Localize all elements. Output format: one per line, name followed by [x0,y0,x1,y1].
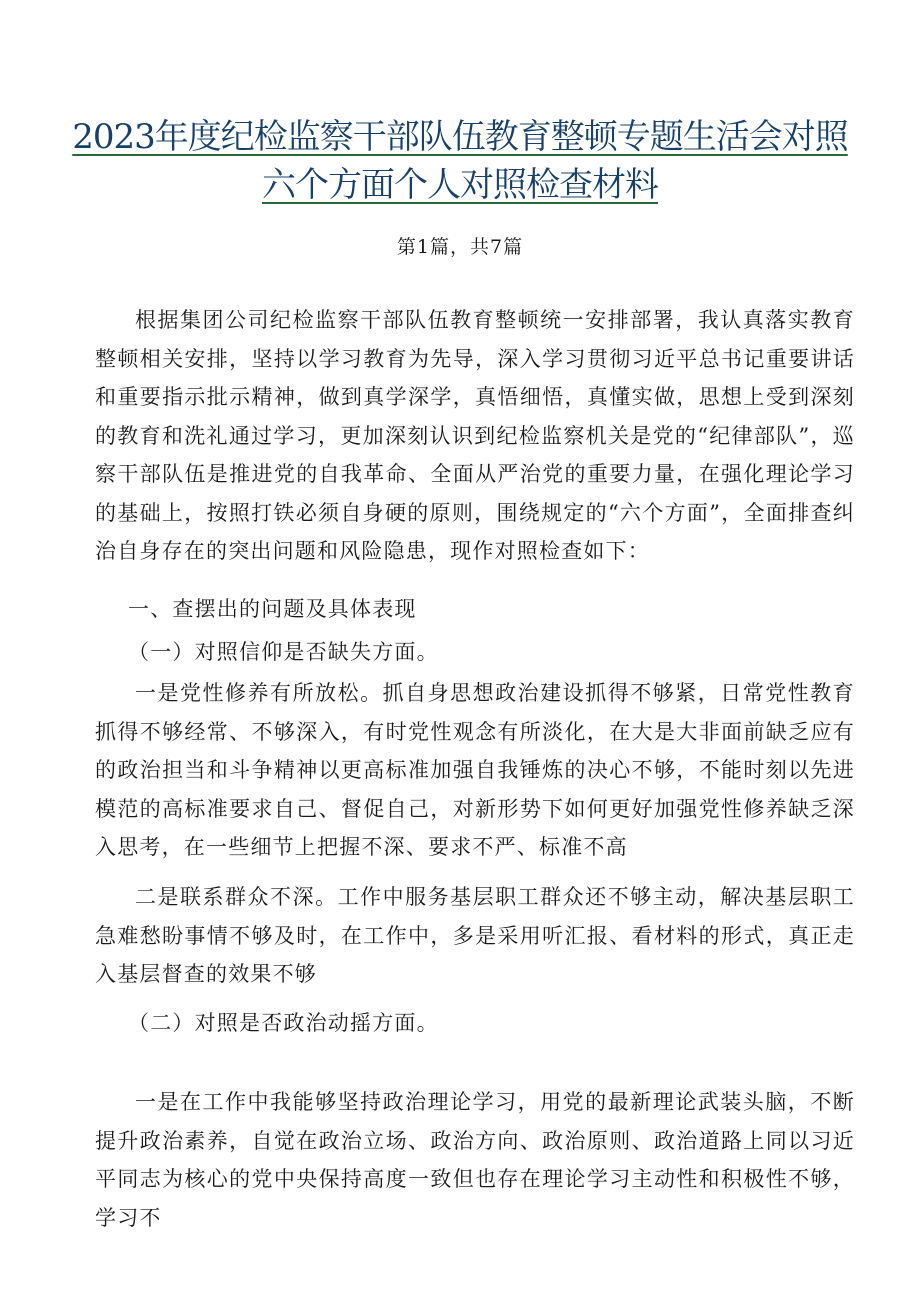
section-heading-problems: 一、查摆出的问题及具体表现 [128,597,417,621]
subsection-heading-faith: （一）对照信仰是否缺失方面。 [128,640,439,664]
document-title-line-2: 六个方面个人对照检查材料 [262,165,658,205]
page-info: 第1篇，共7篇 [396,236,524,258]
subsection-heading-politics: （二）对照是否政治动摇方面。 [128,1011,439,1035]
paragraph-political-theory: 一是在工作中我能够坚持政治理论学习，用党的最新理论武装头脑，不断提升政治素养，自觉在政治立场、政治方向、政治原则、政治道路上同以习近平同志为核心的党中央保持高度一致但也存在理论学习主动性和积极性不够，学习不 [95,1090,855,1230]
document-title-line-1: 2023年度纪检监察干部队伍教育整顿专题生活会对照 [72,117,848,157]
intro-paragraph: 根据集团公司纪检监察干部队伍教育整顿统一安排部署，我认真落实教育整顿相关安排，坚持以学习教育为先导，深入学习贯彻习近平总书记重要讲话和重要指示批示精神，做到真学深学，真悟细悟，真懂实做，思想上受到深刻的教育和洗礼通过学习，更加深刻认识到纪检监察机关是党的“纪律部队”，巡察干部队伍是推进党的自我革命、全面从严治党的重要力量，在强化理论学习的基础上，按照打铁必须自身硬的原则，围绕规定的“六个方面”，全面排查纠治自身存在的突出问题和风险隐患，现作对照检查如下： [95,308,855,563]
paragraph-mass-contact: 二是联系群众不深。工作中服务基层职工群众还不够主动，解决基层职工急难愁盼事情不够及时，在工作中，多是采用听汇报、看材料的形式，真正走入基层督查的效果不够 [95,885,855,986]
paragraph-party-spirit: 一是党性修养有所放松。抓自身思想政治建设抓得不够紧，日常党性教育抓得不够经常、不够深入，有时党性观念有所淡化，在大是大非面前缺乏应有的政治担当和斗争精神以更高标准加强自我锤炼的决心不够，不能时刻以先进模范的高标准要求自己、督促自己，对新形势下如何更好加强党性修养缺乏深入思考，在一些细节上把握不深、要求不严、标准不高 [95,681,855,859]
